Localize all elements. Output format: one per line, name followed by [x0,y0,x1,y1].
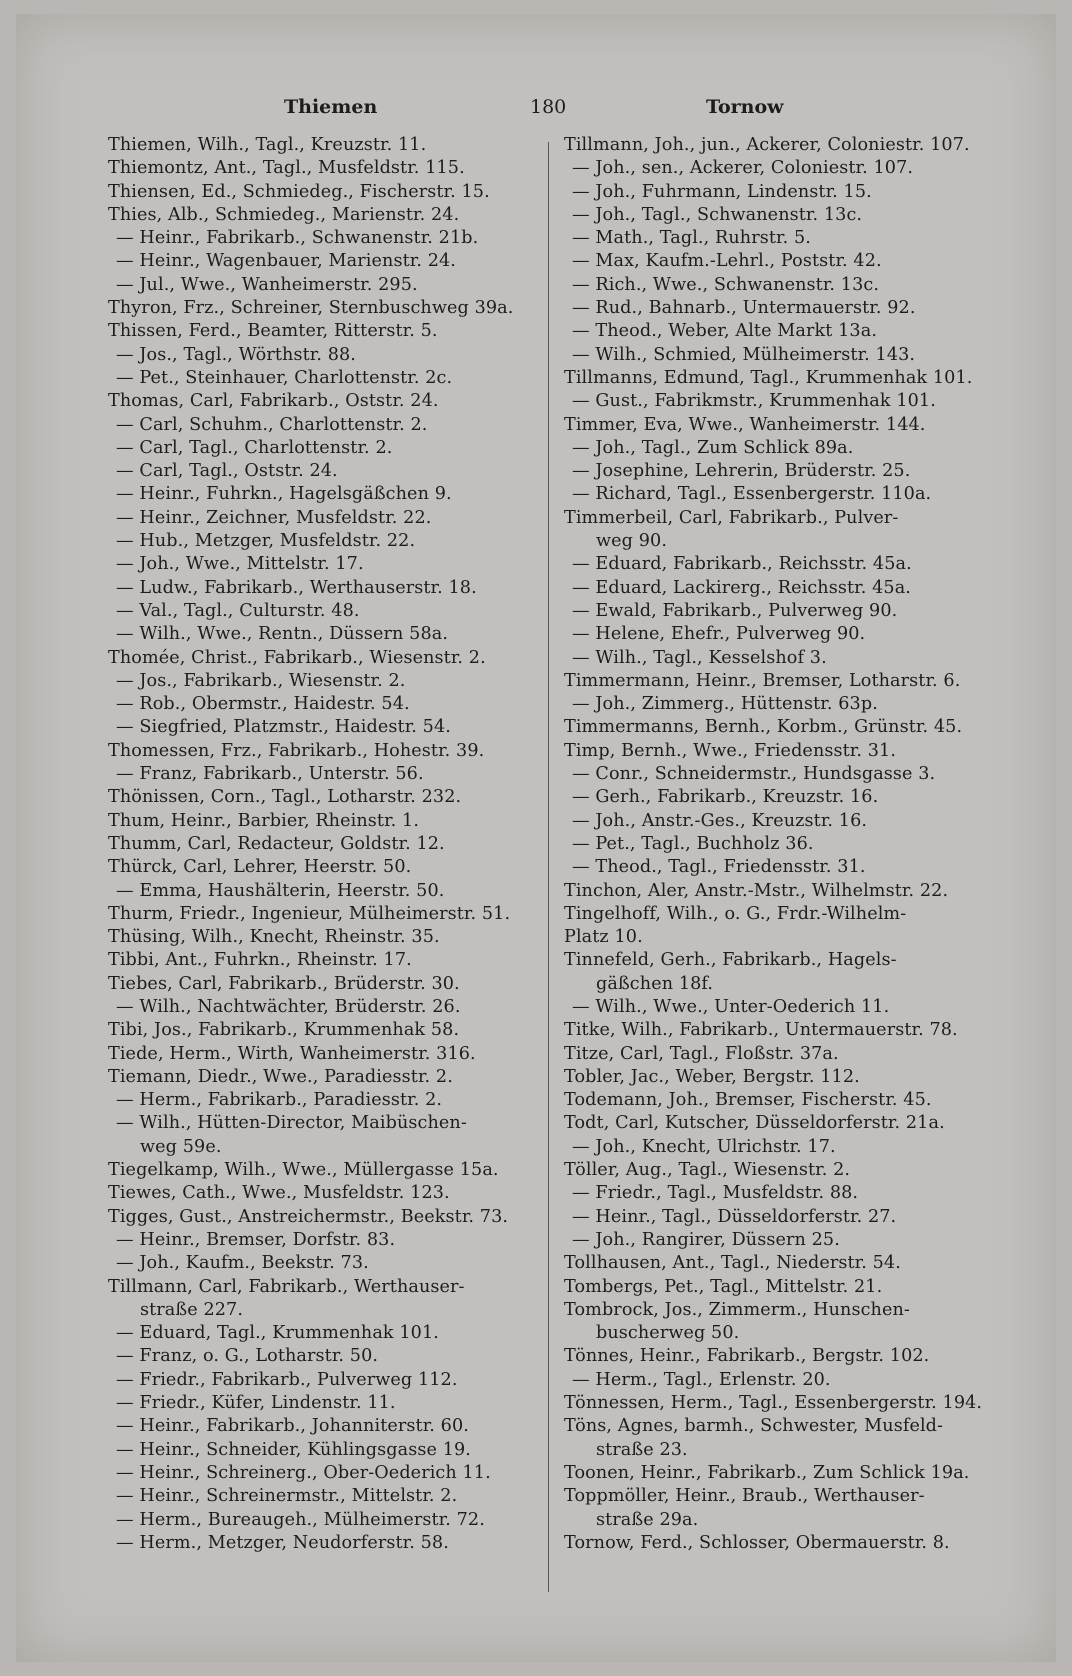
directory-entry: — Friedr., Tagl., Musfeldstr. 88. [572,1183,859,1204]
directory-entry: straße 23. [596,1439,688,1460]
page-header [16,84,1056,124]
directory-entry: — Hub., Metzger, Musfeldstr. 22. [116,531,416,552]
directory-entry: Todt, Carl, Kutscher, Düsseldorferstr. 21a. [564,1113,945,1134]
directory-page [16,14,1056,1662]
directory-entry: buscherweg 50. [596,1323,740,1344]
directory-entry: — Pet., Tagl., Buchholz 36. [572,833,814,854]
directory-entry: — Emma, Haushälterin, Heerstr. 50. [116,880,445,901]
directory-entry: — Joh., Wwe., Mittelstr. 17. [116,554,364,575]
directory-entry: — Max, Kaufm.-Lehrl., Poststr. 42. [572,251,882,272]
directory-entry: — Joh., Kaufm., Beekstr. 73. [116,1253,369,1274]
directory-entry: — Heinr., Schneider, Kühlingsgasse 19. [116,1439,471,1460]
directory-entry: Titke, Wilh., Fabrikarb., Untermauerstr. 78. [564,1020,958,1041]
directory-entry: — Val., Tagl., Culturstr. 48. [116,600,360,621]
directory-entry: Thumm, Carl, Redacteur, Goldstr. 12. [108,833,445,854]
directory-entry: — Rud., Bahnarb., Untermauerstr. 92. [572,298,916,319]
directory-entry: — Herm., Metzger, Neudorferstr. 58. [116,1532,449,1553]
directory-entry: — Carl, Schuhm., Charlottenstr. 2. [116,414,428,435]
directory-entry: Tiegelkamp, Wilh., Wwe., Müllergasse 15a. [108,1160,499,1181]
directory-entry: Tibbi, Ant., Fuhrkn., Rheinstr. 17. [108,950,412,971]
directory-entry: — Jos., Tagl., Wörthstr. 88. [116,344,356,365]
directory-entry: Thomée, Christ., Fabrikarb., Wiesenstr. 2. [108,647,486,668]
directory-entry: — Helene, Ehefr., Pulverweg 90. [572,624,866,645]
directory-entry: weg 59e. [140,1136,222,1157]
directory-entry: Tombergs, Pet., Tagl., Mittelstr. 21. [564,1276,883,1297]
directory-entry: Thyron, Frz., Schreiner, Sternbuschweg 39a. [108,298,514,319]
directory-entry: — Franz, Fabrikarb., Unterstr. 56. [116,764,424,785]
directory-entry: Toppmöller, Heinr., Braub., Werthauser- [564,1486,925,1507]
directory-entry: — Eduard, Tagl., Krummenhak 101. [116,1323,439,1344]
directory-entry: Platz 10. [564,927,643,948]
directory-entry: Tönnes, Heinr., Fabrikarb., Bergstr. 102. [564,1346,930,1367]
directory-entry: — Joh., Zimmerg., Hüttenstr. 63p. [572,694,878,715]
directory-entry: — Heinr., Fabrikarb., Johanniterstr. 60. [116,1416,469,1437]
directory-entry: Thönissen, Corn., Tagl., Lotharstr. 232. [108,787,462,808]
directory-entry: — Jos., Fabrikarb., Wiesenstr. 2. [116,670,406,691]
directory-entry: — Theod., Weber, Alte Markt 13a. [572,321,878,342]
directory-entry: — Siegfried, Platzmstr., Haidestr. 54. [116,717,451,738]
directory-entry: — Josephine, Lehrerin, Brüderstr. 25. [572,461,911,482]
directory-entry: Timmermann, Heinr., Bremser, Lotharstr. 6. [564,670,961,691]
directory-entry: — Herm., Fabrikarb., Paradiesstr. 2. [116,1090,443,1111]
directory-entry: Todemann, Joh., Bremser, Fischerstr. 45. [564,1090,932,1111]
directory-entry: — Herm., Tagl., Erlenstr. 20. [572,1369,831,1390]
directory-entry: Tigges, Gust., Anstreichermstr., Beekstr. 73. [108,1206,509,1227]
directory-entry: — Eduard, Fabrikarb., Reichsstr. 45a. [572,554,912,575]
directory-entry: Timp, Bernh., Wwe., Friedensstr. 31. [564,740,897,761]
directory-entry: — Eduard, Lackirerg., Reichsstr. 45a. [572,577,911,598]
directory-entry: — Wilh., Hütten-Director, Maibüschen- [116,1113,467,1134]
directory-entry: Thiemontz, Ant., Tagl., Musfeldstr. 115. [108,158,465,179]
directory-entry: — Wilh., Wwe., Rentn., Düssern 58a. [116,624,449,645]
directory-entry: — Joh., Anstr.-Ges., Kreuzstr. 16. [572,810,868,831]
directory-entry: Thurm, Friedr., Ingenieur, Mülheimerstr. 51. [108,903,511,924]
directory-entry: Thum, Heinr., Barbier, Rheinstr. 1. [108,810,420,831]
directory-entry: Tönnessen, Herm., Tagl., Essenbergerstr. 194. [564,1393,983,1414]
directory-entry: Tingelhoff, Wilh., o. G., Frdr.-Wilhelm- [564,903,907,924]
directory-entry: — Rob., Obermstr., Haidestr. 54. [116,694,410,715]
directory-entry: — Joh., Knecht, Ulrichstr. 17. [572,1136,836,1157]
directory-entry: Thissen, Ferd., Beamter, Ritterstr. 5. [108,321,438,342]
directory-entry: gäßchen 18f. [596,973,714,994]
directory-entry: — Ludw., Fabrikarb., Werthauserstr. 18. [116,577,477,598]
directory-entry: — Rich., Wwe., Schwanenstr. 13c. [572,274,880,295]
directory-entry: Timmermanns, Bernh., Korbm., Grünstr. 45. [564,717,963,738]
directory-entry: Thomessen, Frz., Fabrikarb., Hohestr. 39. [108,740,485,761]
directory-entry: Tiewes, Cath., Wwe., Musfeldstr. 123. [108,1183,450,1204]
directory-entry: Tombrock, Jos., Zimmerm., Hunschen- [564,1299,910,1320]
directory-entry: Thies, Alb., Schmiedeg., Marienstr. 24. [108,204,460,225]
directory-entry: Toonen, Heinr., Fabrikarb., Zum Schlick 19a. [564,1462,970,1483]
directory-entry: Tollhausen, Ant., Tagl., Niederstr. 54. [564,1253,901,1274]
directory-entry: Tiebes, Carl, Fabrikarb., Brüderstr. 30. [108,973,460,994]
directory-entry: — Heinr., Fuhrkn., Hagelsgäßchen 9. [116,484,452,505]
directory-entry: — Franz, o. G., Lotharstr. 50. [116,1346,379,1367]
directory-entry: — Gust., Fabrikmstr., Krummenhak 101. [572,391,936,412]
directory-entry: — Ewald, Fabrikarb., Pulverweg 90. [572,600,898,621]
directory-entry: — Joh., Tagl., Schwanenstr. 13c. [572,204,863,225]
directory-entry: — Joh., Rangirer, Düssern 25. [572,1229,840,1250]
directory-entry: — Joh., Tagl., Zum Schlick 89a. [572,437,854,458]
directory-entry: Thüsing, Wilh., Knecht, Rheinstr. 35. [108,927,440,948]
directory-entry: Thiemen, Wilh., Tagl., Kreuzstr. 11. [108,135,427,155]
directory-entry: — Joh., Fuhrmann, Lindenstr. 15. [572,181,872,202]
directory-entry: weg 90. [596,531,668,552]
directory-entry: Thomas, Carl, Fabrikarb., Oststr. 24. [108,391,439,412]
directory-entry: — Theod., Tagl., Friedensstr. 31. [572,857,866,878]
directory-entry: Thiensen, Ed., Schmiedeg., Fischerstr. 15. [108,181,490,202]
directory-entry: — Heinr., Schreinermstr., Mittelstr. 2. [116,1486,458,1507]
directory-entry: straße 29a. [596,1509,699,1530]
directory-entry: Töller, Aug., Tagl., Wiesenstr. 2. [564,1160,851,1181]
directory-entry: — Gerh., Fabrikarb., Kreuzstr. 16. [572,787,879,808]
directory-entry: Timmerbeil, Carl, Fabrikarb., Pulver- [564,507,899,528]
directory-entry: Thürck, Carl, Lehrer, Heerstr. 50. [108,857,412,878]
directory-entry: Tornow, Ferd., Schlosser, Obermauerstr. 8. [564,1532,950,1553]
directory-entry: — Wilh., Schmied, Mülheimerstr. 143. [572,344,916,365]
directory-entry: Tibi, Jos., Fabrikarb., Krummenhak 58. [108,1020,460,1041]
directory-entry: — Friedr., Fabrikarb., Pulverweg 112. [116,1369,458,1390]
directory-entry: — Heinr., Zeichner, Musfeldstr. 22. [116,507,432,528]
directory-entry: Tinchon, Aler, Anstr.-Mstr., Wilhelmstr. 22. [564,880,949,901]
directory-entry: Tiede, Herm., Wirth, Wanheimerstr. 316. [108,1043,476,1064]
directory-entry: — Heinr., Fabrikarb., Schwanenstr. 21b. [116,228,479,249]
right-column [564,134,1004,1594]
directory-entry: Tillmann, Joh., jun., Ackerer, Coloniestr. 107. [564,135,970,155]
left-column [108,134,538,1594]
directory-entry: — Friedr., Küfer, Lindenstr. 11. [116,1393,396,1414]
directory-entry: — Wilh., Wwe., Unter-Oederich 11. [572,996,890,1017]
directory-entry: — Carl, Tagl., Charlottenstr. 2. [116,437,393,458]
directory-entry: — Wilh., Tagl., Kesselshof 3. [572,647,827,668]
directory-entry: — Joh., sen., Ackerer, Coloniestr. 107. [572,158,914,179]
directory-entry: — Math., Tagl., Ruhrstr. 5. [572,228,811,249]
column-divider [548,142,549,1592]
directory-entry: Titze, Carl, Tagl., Floßstr. 37a. [564,1043,839,1064]
page-number: 180 [530,96,567,118]
directory-entry: — Wilh., Nachtwächter, Brüderstr. 26. [116,996,461,1017]
directory-entry: Timmer, Eva, Wwe., Wanheimerstr. 144. [564,414,926,435]
directory-entry: — Carl, Tagl., Oststr. 24. [116,461,338,482]
directory-entry: Töns, Agnes, barmh., Schwester, Musfeld- [564,1416,944,1437]
directory-entry: Tobler, Jac., Weber, Bergstr. 112. [564,1066,860,1087]
directory-entry: Tinnefeld, Gerh., Fabrikarb., Hagels- [564,950,897,971]
directory-entry: — Conr., Schneidermstr., Hundsgasse 3. [572,764,936,785]
directory-entry: — Jul., Wwe., Wanheimerstr. 295. [116,274,418,295]
directory-entry: — Pet., Steinhauer, Charlottenstr. 2c. [116,367,453,388]
directory-entry: — Heinr., Bremser, Dorfstr. 83. [116,1229,396,1250]
directory-entry: — Richard, Tagl., Essenbergerstr. 110a. [572,484,932,505]
header-right-keyword: Tornow [706,96,784,118]
directory-entry: — Heinr., Tagl., Düsseldorferstr. 27. [572,1206,897,1227]
directory-entry: — Heinr., Schreinerg., Ober-Oederich 11. [116,1462,491,1483]
directory-entry: Tillmann, Carl, Fabrikarb., Werthauser- [108,1276,465,1297]
directory-entry: straße 227. [140,1299,244,1320]
directory-entry: — Heinr., Wagenbauer, Marienstr. 24. [116,251,456,272]
header-left-keyword: Thiemen [284,96,378,118]
directory-entry: Tiemann, Diedr., Wwe., Paradiesstr. 2. [108,1066,453,1087]
directory-entry: Tillmanns, Edmund, Tagl., Krummenhak 101. [564,367,973,388]
directory-entry: — Herm., Bureaugeh., Mülheimerstr. 72. [116,1509,485,1530]
